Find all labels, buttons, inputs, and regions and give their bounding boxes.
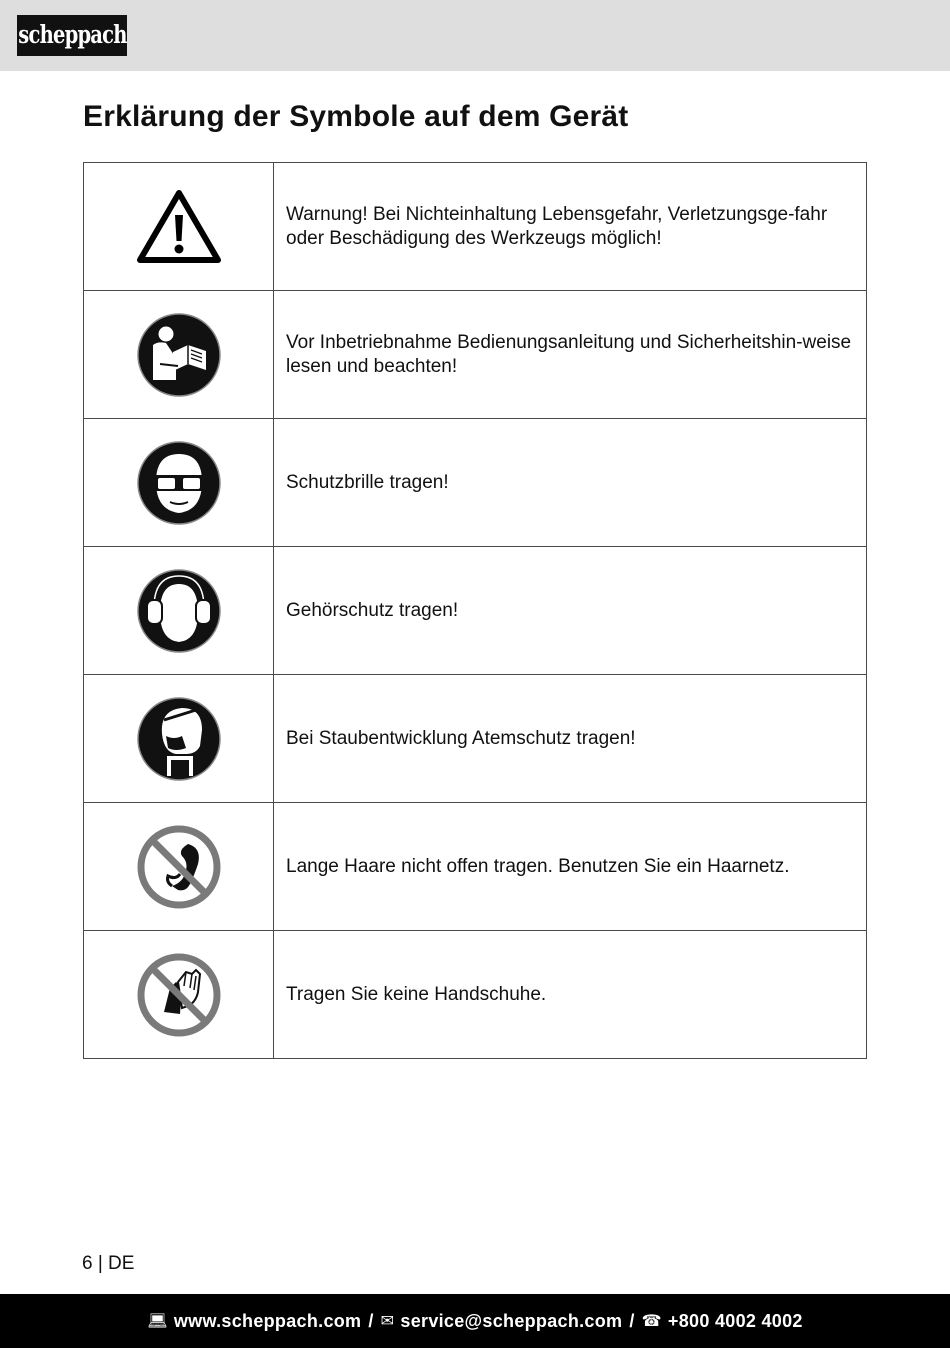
- symbol-description: Vor Inbetriebnahme Bedienungsanleitung und Sicherheitshin-weise lesen und beachten!: [274, 291, 867, 419]
- laptop-icon: 💻︎: [147, 1313, 168, 1330]
- table-row: [84, 291, 867, 419]
- icon-cell: [84, 291, 274, 419]
- icon-cell: [84, 419, 274, 547]
- footer-phone-link[interactable]: +800 4002 4002: [667, 1310, 803, 1331]
- read-manual-icon: [136, 312, 222, 398]
- ear-protection-icon: [136, 568, 222, 654]
- table-row: [84, 163, 867, 291]
- table-row: [84, 931, 867, 1059]
- no-loose-hair-icon: [136, 824, 222, 910]
- footer-email-link[interactable]: service@scheppach.com: [400, 1310, 623, 1331]
- symbol-description: Lange Haare nicht offen tragen. Benutzen Sie ein Haarnetz.: [274, 803, 867, 931]
- envelope-icon: ✉︎: [380, 1313, 395, 1330]
- symbol-description: Gehörschutz tragen!: [274, 547, 867, 675]
- warning-triangle-icon: [136, 189, 222, 265]
- respirator-icon: [136, 696, 222, 782]
- symbol-description: Warnung! Bei Nichteinhaltung Lebensgefahr, Verletzungsge-fahr oder Beschädigung des Werkzeugs möglich!: [274, 163, 867, 291]
- icon-cell: [84, 931, 274, 1059]
- telephone-icon: ☎︎: [641, 1313, 662, 1330]
- table-row: [84, 547, 867, 675]
- scheppach-logo[interactable]: [17, 15, 127, 56]
- table-row: [84, 419, 867, 547]
- symbol-description: Bei Staubentwicklung Atemschutz tragen!: [274, 675, 867, 803]
- symbol-table: [83, 162, 867, 1059]
- footer-website-link[interactable]: www.scheppach.com: [173, 1310, 362, 1331]
- symbol-description: Schutzbrille tragen!: [274, 419, 867, 547]
- table-row: [84, 803, 867, 931]
- icon-cell: [84, 675, 274, 803]
- icon-cell: [84, 547, 274, 675]
- symbol-description: Tragen Sie keine Handschuhe.: [274, 931, 867, 1059]
- table-row: [84, 675, 867, 803]
- footer-separator: /: [368, 1310, 374, 1331]
- logo-text: scheppach: [17, 20, 127, 49]
- icon-cell: [84, 803, 274, 931]
- page-title: Erklärung der Symbole auf dem Gerät: [83, 100, 629, 133]
- no-gloves-icon: [136, 952, 222, 1038]
- safety-goggles-icon: [136, 440, 222, 526]
- footer-bar: [0, 1294, 950, 1348]
- header-bar: [0, 0, 950, 71]
- footer-separator: /: [629, 1310, 635, 1331]
- page-number: 6 | DE: [82, 1253, 135, 1274]
- icon-cell: [84, 163, 274, 291]
